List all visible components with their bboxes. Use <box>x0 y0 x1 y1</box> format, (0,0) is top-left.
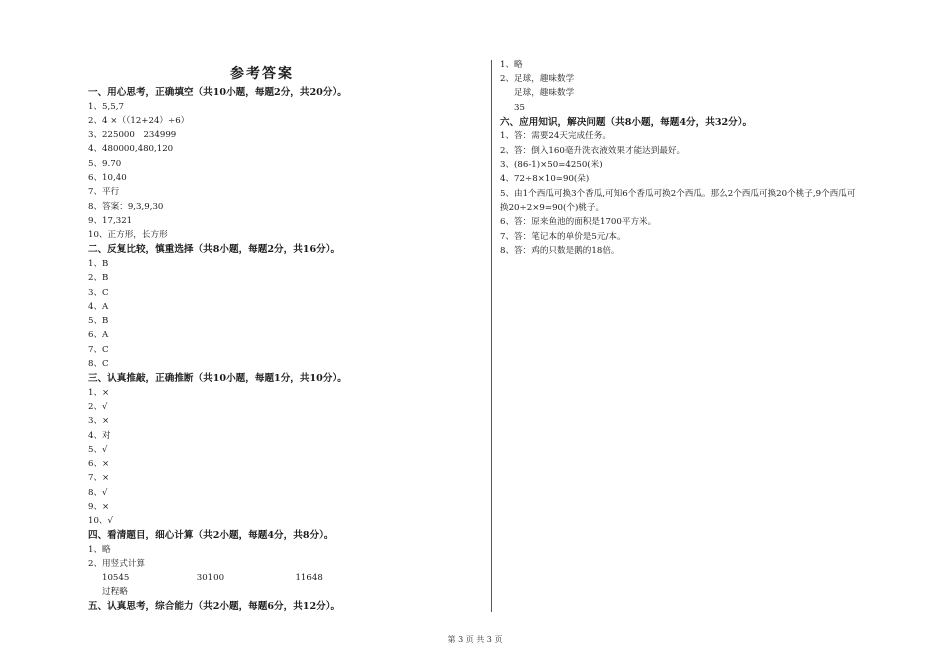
section-4-heading: 四、看清题目，细心计算（共2小题，每题4分，共8分）。 <box>88 530 334 541</box>
page-footer: 第 3 页 共 3 页 <box>447 635 503 644</box>
answer-item: 2、用竖式计算 <box>88 559 146 569</box>
answer-item: 9、17,321 <box>88 216 133 226</box>
answer-item: 2、B <box>88 273 109 283</box>
calc-result: 30100 <box>196 573 225 583</box>
answer-item: 8、√ <box>88 488 108 498</box>
calc-note: 过程略 <box>102 587 128 597</box>
answer-item: 4、480000,480,120 <box>88 144 174 154</box>
answer-item: 2、足球，趣味数学 <box>500 74 575 84</box>
answer-item: 5、由1个西瓜可换3个香瓜,可知6个香瓜可换2个西瓜。那么2个西瓜可换20个桃子,9个西瓜可 <box>500 189 856 199</box>
answer-item: 10、正方形，长方形 <box>88 230 168 240</box>
answer-item: 6、× <box>88 459 110 469</box>
answer-item: 1、B <box>88 259 109 269</box>
answer-item: 1、略 <box>88 545 111 555</box>
answer-item: 7、C <box>88 345 109 355</box>
answer-item: 8、答：鸡的只数是鹅的18倍。 <box>500 246 620 256</box>
answer-item: 5、B <box>88 316 109 326</box>
answer-item: 7、平行 <box>88 187 120 197</box>
answer-item: 换20÷2×9=90(个)桃子。 <box>500 203 605 213</box>
answer-item: 6、A <box>88 330 109 340</box>
answer-item: 5、9.70 <box>88 159 122 169</box>
column-divider <box>491 60 492 612</box>
answer-item: 9、× <box>88 502 110 512</box>
answer-item: 3、C <box>88 288 109 298</box>
answer-item: 1、5,5,7 <box>88 102 124 112</box>
section-1-heading: 一、用心思考，正确填空（共10小题，每题2分，共20分）。 <box>88 87 347 98</box>
answer-item: 1、答：需要24天完成任务。 <box>500 131 611 141</box>
answer-item: 1、× <box>88 388 110 398</box>
answer-item: 35 <box>514 103 525 113</box>
answer-item: 1、略 <box>500 60 523 70</box>
answer-item: 6、10,40 <box>88 173 127 183</box>
answer-item: 3、(86-1)×50=4250(米) <box>500 160 603 170</box>
answer-item: 6、答：原来鱼池的面积是1700平方米。 <box>500 217 657 227</box>
section-5-heading: 五、认真思考，综合能力（共2小题，每题6分，共12分）。 <box>88 601 341 612</box>
answer-item: 10、√ <box>88 516 114 526</box>
answer-item: 3、225000 234999 <box>88 130 177 140</box>
answer-item: 2、4 ×（（12+24）÷6） <box>88 116 190 126</box>
answer-item: 8、C <box>88 359 109 369</box>
page-title: 参考答案 <box>230 66 294 82</box>
calc-result: 10545 <box>102 573 130 583</box>
section-2-heading: 二、反复比较，慎重选择（共8小题，每题2分，共16分）。 <box>88 244 341 255</box>
section-6-heading: 六、应用知识，解决问题（共8小题，每题4分，共32分）。 <box>500 117 753 128</box>
answer-item: 2、答：倒入160毫升洗衣液效果才能达到最好。 <box>500 146 686 156</box>
calc-results <box>88 572 323 584</box>
section-3-heading: 三、认真推敲，正确推断（共10小题，每题1分，共10分）。 <box>88 373 347 384</box>
calc-result: 11648 <box>295 573 323 583</box>
answer-item: 足球，趣味数学 <box>514 88 575 98</box>
answer-item: 4、A <box>88 302 109 312</box>
answer-item: 7、× <box>88 473 110 483</box>
answer-item: 2、√ <box>88 402 108 412</box>
answer-item: 8、答案：9,3,9,30 <box>88 202 164 212</box>
answer-item: 4、72÷8×10=90(朵) <box>500 174 590 184</box>
answer-item: 3、× <box>88 416 110 426</box>
answer-item: 5、√ <box>88 445 108 455</box>
answer-item: 7、答：笔记本的单价是5元/本。 <box>500 232 626 242</box>
answer-item: 4、对 <box>88 431 111 441</box>
